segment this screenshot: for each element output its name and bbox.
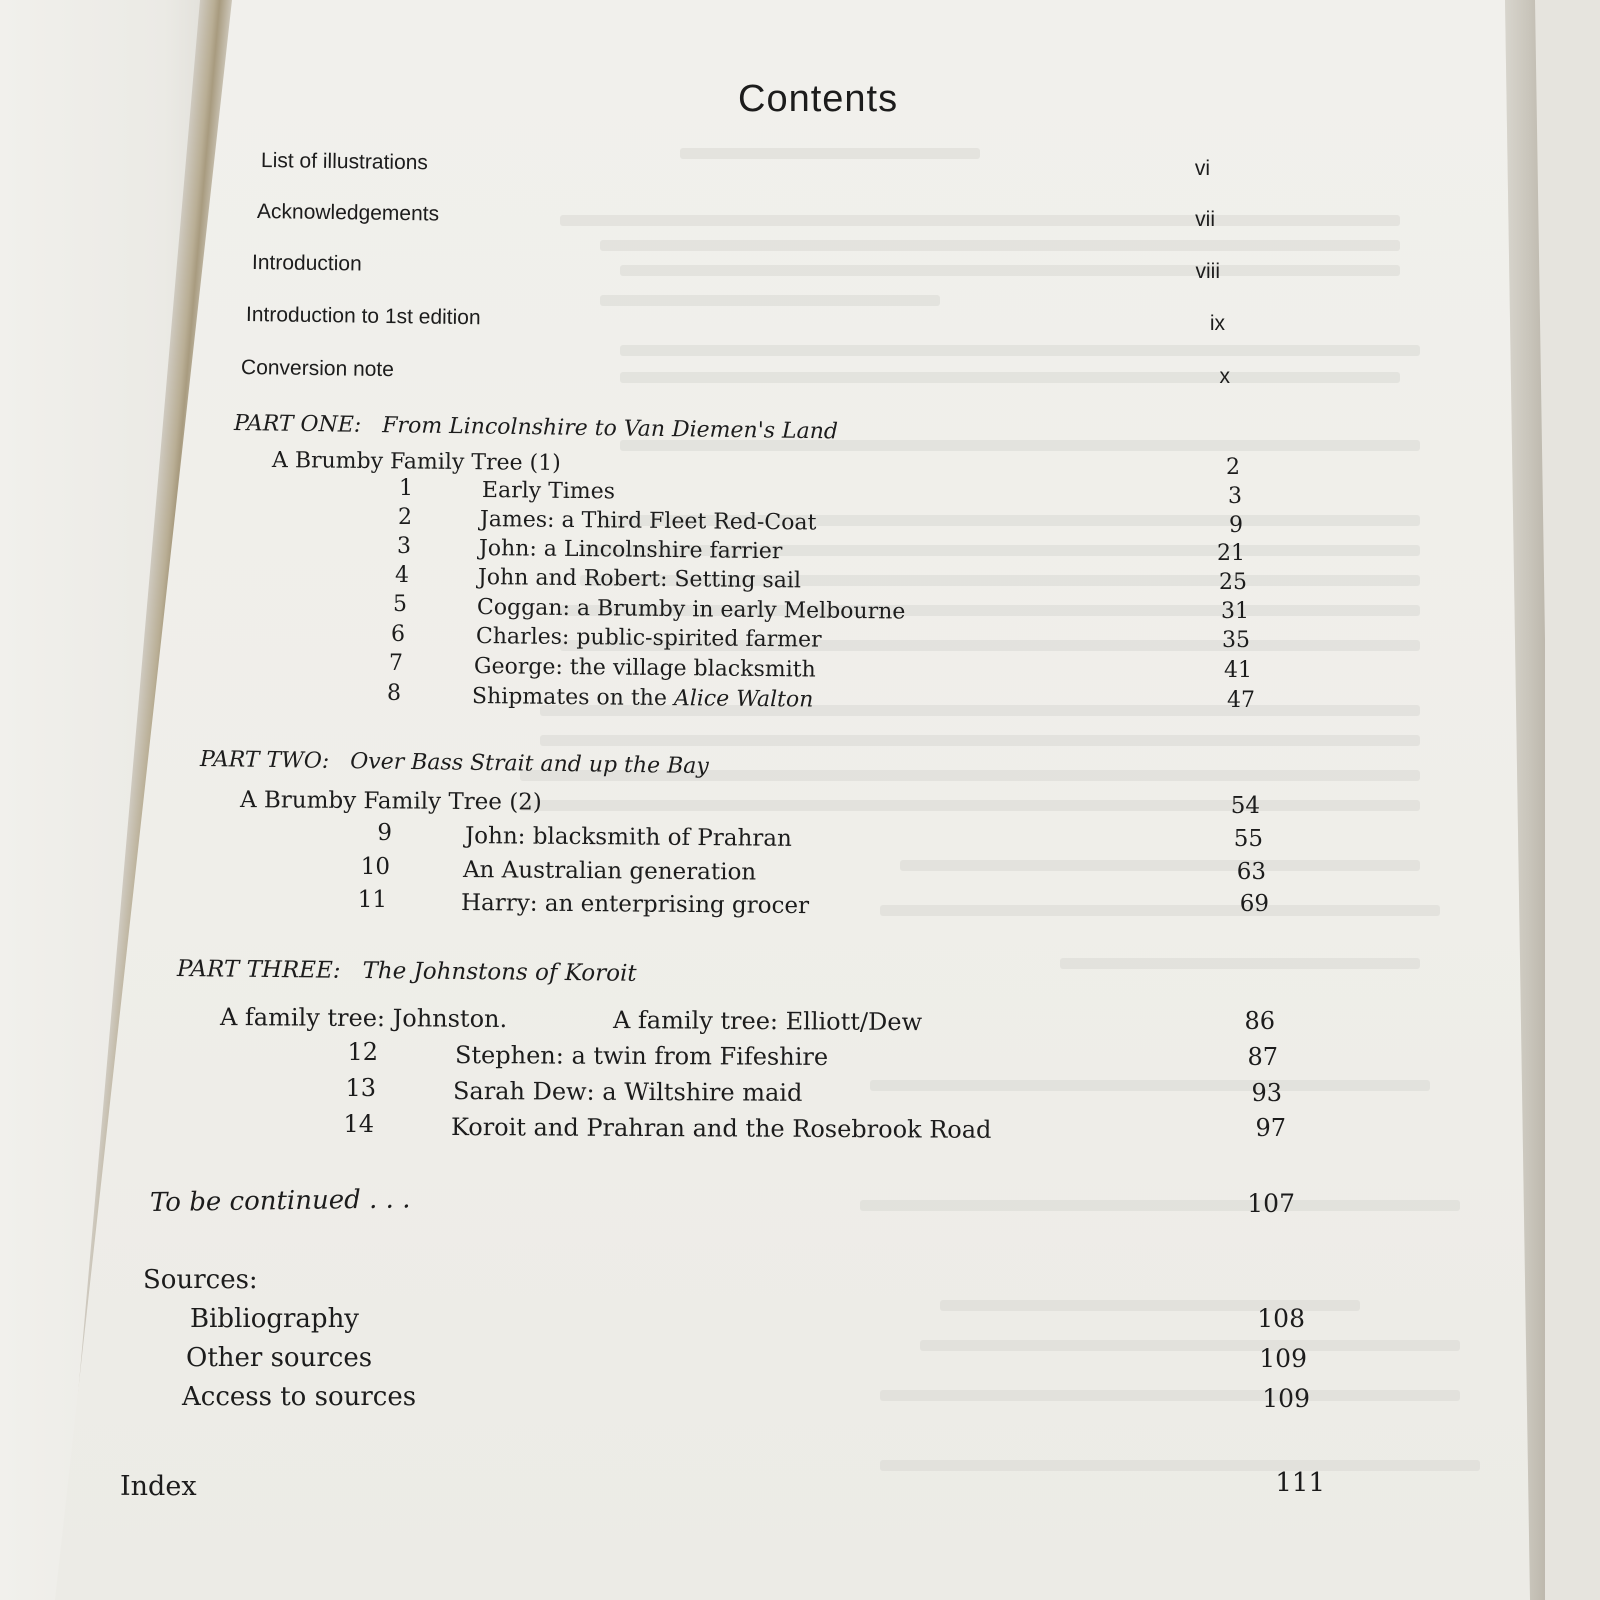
chapter-page: 55: [1233, 826, 1263, 852]
sources-item-page: 109: [1262, 1384, 1310, 1413]
toc-entry-label: Acknowledgements: [256, 200, 440, 226]
part-title: Over Bass Strait and up the Bay: [350, 749, 709, 780]
chapter-page: 69: [1239, 891, 1269, 917]
chapter-title: James: a Third Fleet Red-Coat: [479, 507, 817, 536]
chapter-number: 5: [393, 592, 407, 617]
toc-entry-page: vi: [1194, 157, 1210, 180]
chapter-title: Early Times: [481, 478, 616, 505]
part-label: PART TWO:: [199, 747, 330, 774]
toc-entry-label: Introduction to 1st edition: [245, 303, 481, 330]
toc-entry-page: vii: [1195, 208, 1215, 231]
toc-entry-label: Introduction: [251, 251, 362, 276]
chapter-title: John: a Lincolnshire farrier: [478, 536, 783, 565]
chapter-title: Koroit and Prahran and the Rosebrook Road: [450, 1113, 992, 1144]
chapter-number: 2: [398, 505, 412, 530]
sources-item: Access to sources: [182, 1382, 417, 1412]
sources-item-page: 108: [1257, 1304, 1305, 1333]
chapter-number: 11: [357, 887, 387, 913]
part-title: From Lincolnshire to Van Diemen's Land: [382, 413, 839, 445]
chapter-title: Stephen: a twin from Fifeshire: [454, 1041, 829, 1071]
chapter-title-text: Shipmates on the: [471, 684, 675, 712]
chapter-number: 13: [345, 1074, 376, 1102]
ship-name: Alice Walton: [673, 686, 814, 713]
chapter-number: 8: [387, 681, 401, 706]
chapter-title: Charles: public-spirited farmer: [475, 624, 822, 653]
chapter-title: Harry: an enterprising grocer: [460, 890, 810, 920]
family-tree-entry: A Brumby Family Tree (1): [271, 448, 561, 477]
continued-entry: To be continued . . .: [149, 1184, 411, 1218]
chapter-number: 4: [395, 563, 409, 588]
sources-item: Bibliography: [190, 1304, 359, 1334]
family-tree-entry: A family tree: Elliott/Dew: [612, 1006, 923, 1037]
toc-entry-page: x: [1219, 365, 1230, 388]
chapter-number: 14: [343, 1110, 374, 1138]
index-page: 111: [1275, 1468, 1325, 1498]
chapter-page: 35: [1222, 628, 1250, 653]
chapter-page: 21: [1217, 541, 1245, 566]
chapter-title: Sarah Dew: a Wiltshire maid: [452, 1077, 803, 1107]
chapter-number: 10: [360, 854, 390, 880]
chapter-title: An Australian generation: [462, 857, 757, 886]
part-title: The Johnstons of Koroit: [362, 957, 637, 987]
chapter-page: 93: [1251, 1079, 1282, 1107]
chapter-page: 41: [1224, 658, 1252, 683]
sources-item-page: 109: [1259, 1344, 1307, 1373]
chapter-title: John: blacksmith of Prahran: [464, 823, 792, 852]
chapter-title: George: the village blacksmith: [473, 654, 816, 683]
chapter-title: John and Robert: Setting sail: [477, 565, 802, 594]
part-label: PART ONE:: [233, 411, 362, 438]
chapter-title: Coggan: a Brumby in early Melbourne: [476, 595, 906, 625]
chapter-page: 31: [1221, 599, 1249, 624]
family-tree-entry: A family tree: Johnston.: [219, 1003, 508, 1034]
sources-item: Other sources: [186, 1343, 373, 1373]
toc-entry-page: 2: [1226, 455, 1240, 480]
chapter-number: 7: [389, 651, 403, 676]
part-heading: [177, 958, 637, 986]
toc-entry-page: ix: [1209, 312, 1225, 335]
part-label: PART THREE:: [176, 956, 341, 984]
chapter-number: 6: [391, 622, 405, 647]
chapter-page: 97: [1255, 1114, 1286, 1142]
chapter-number: 1: [399, 476, 413, 501]
chapter-number: 9: [377, 820, 392, 846]
chapter-page: 63: [1236, 859, 1266, 885]
chapter-number: 12: [347, 1038, 378, 1066]
chapter-page: 87: [1247, 1043, 1278, 1071]
continued-page: 107: [1247, 1189, 1295, 1218]
chapter-page: 9: [1229, 513, 1243, 538]
family-tree-entry: A Brumby Family Tree (2): [239, 787, 542, 816]
toc-entry-label: List of illustrations: [260, 149, 429, 175]
toc-entry-page: 86: [1244, 1007, 1275, 1035]
toc-entry-page: 54: [1230, 793, 1260, 819]
chapter-number: 3: [397, 534, 411, 559]
chapter-title: [472, 686, 814, 712]
sources-heading: Sources:: [143, 1265, 258, 1295]
toc-entry-label: Conversion note: [240, 356, 395, 382]
page-title: Contents: [738, 78, 899, 120]
index-entry: Index: [120, 1471, 197, 1502]
toc-entry-page: viii: [1195, 260, 1220, 283]
chapter-page: 3: [1228, 484, 1242, 509]
chapter-page: 25: [1219, 570, 1247, 595]
chapter-page: 47: [1227, 688, 1255, 713]
